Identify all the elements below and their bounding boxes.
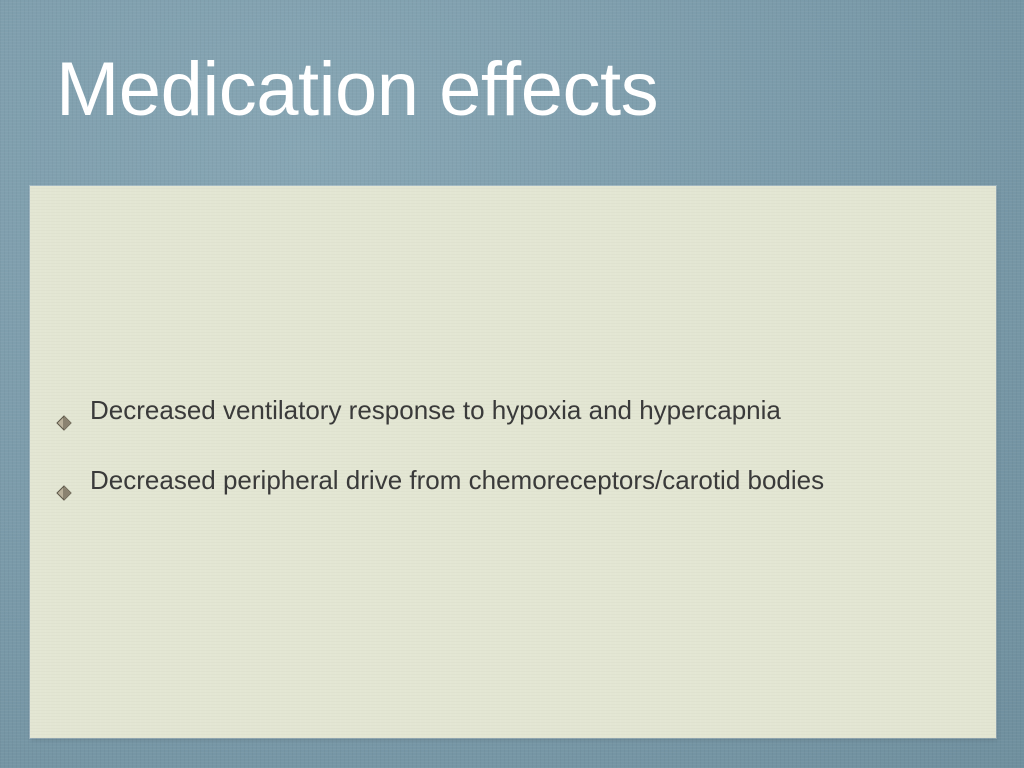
bullet-list (54, 388, 954, 528)
bullet-text: Decreased peripheral drive from chemoreceptors/carotid bodies (90, 465, 825, 495)
diamond-bullet-icon (56, 400, 72, 416)
list-item (54, 458, 954, 502)
bullet-text: Decreased ventilatory response to hypoxia and hypercapnia (90, 395, 781, 425)
slide-title: Medication effects (56, 47, 659, 132)
diamond-bullet-icon (56, 470, 72, 486)
list-item (54, 388, 954, 432)
content-panel (30, 186, 996, 738)
